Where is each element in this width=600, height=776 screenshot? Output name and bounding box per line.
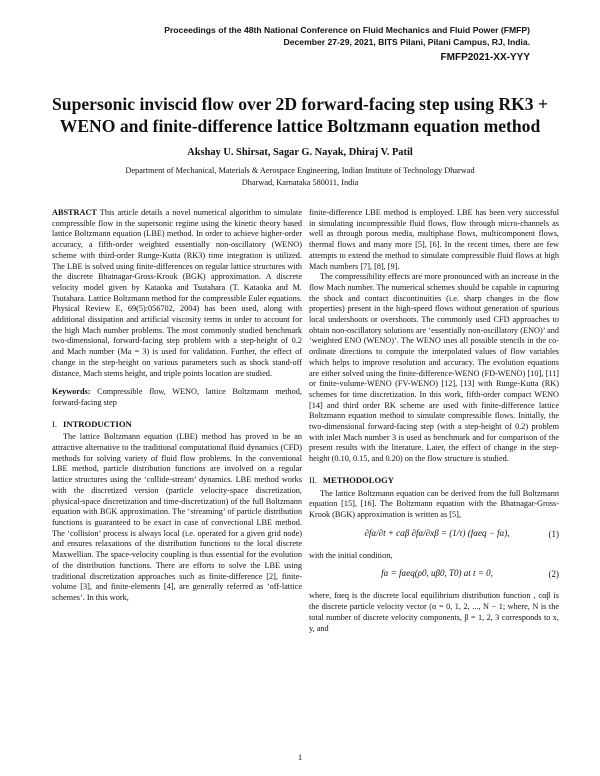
intro-compressibility-paragraph: The compressibility effects are more pronounced with an increase in the flow Mach number. The numerical schemes should be capable in capturing the shock and contact discontinuities (i.e. sharp changes in the flow properties) present in the high-speed flows without generation of spurious local undershoots or overshoots. The commonly used CFD approaches to obtain non-oscillatory solutions are ‘essentially non-oscillatory (ENO)’ and ‘weighted ENO (WENO)’. The WENO uses all possible stencils in the co-ordinate directions to compute the interpolated values of flow variables which helps to improve resolution and accuracy. The evolution equations are either solved using the finite-difference-WENO (FD-WENO) [10], [11] or finite-volume-WENO (FV-WENO) [12], [13] with Runge-Kutta (RK) schemes for time discretization. In this work, fifth-order compact WENO [14] and third order RK scheme are used with finite-difference lattice Boltzmann equation method to simulate compressible flows. Initially, the two-dimensional forward-facing step (with a step-height of 0.2) problem with inlet Mach number 3 is used as benchmark and for comparison of the present results with the literature. Later, the effect of change in the step-height (0.10, 0.15, and 0.20) on the flow structure is studied. bbox=[309, 272, 559, 464]
keywords bbox=[52, 387, 302, 408]
section-heading-methodology bbox=[309, 475, 559, 486]
section-number: II. bbox=[309, 474, 317, 485]
keywords-text: Compressible flow, WENO, lattice Boltzmann method, forward-facing step bbox=[52, 387, 302, 407]
equation-2-body: fα = fαeq(ρ0, uβ0, T0) at t = 0, bbox=[381, 568, 493, 579]
equation-1-body: ∂fα/∂t + cαβ ∂fα/∂xβ = (1/τ) (fαeq − fα), bbox=[364, 527, 510, 538]
title-line-1: Supersonic inviscid flow over 2D forward-facing step using RK3 + bbox=[52, 94, 548, 114]
paper-title bbox=[40, 93, 560, 137]
abstract bbox=[52, 208, 302, 379]
introduction-paragraph: The lattice Boltzmann equation (LBE) method has proved to be an attractive alternative to the traditional computational fluid dynamics (CFD) methods for solving variety of fluid flow problems. In the conventional LBE method, particle distribution functions are involved on a regular lattice structures using the ‘collide-stream’ dynamics. LBE method works with the discretized version (particle velocity-space discretization, physical-space discretization and time-discretization) of the full Boltzmann equation with BGK approximation. The ‘streaming’ of particle distribution functions is guaranteed to be exact in case of convectional LBE method. The ‘collision’ process is always local (i.e. operated for a given grid node) and ensures relaxations of the distribution functions to the local discrete Maxwellian. The space-velocity coupling is thus essential for the evolution of the distribution functions. There are efforts to solve the LBE using traditional discretization approaches such as finite-difference [2], finite-volume [3], and finite-elements [4], are generally referred as ‘off-lattice schemes’. In this work, bbox=[52, 432, 302, 602]
left-column bbox=[52, 208, 302, 604]
affiliation bbox=[80, 165, 520, 188]
methodology-paragraph: The lattice Boltzmann equation can be derived from the full Boltzmann equation [15], [16]. The Boltzmann equation with the Bhatnagar-Gross-Krook (BGK) approximation is written as [5], bbox=[309, 488, 559, 519]
affiliation-line-2: Dharwad, Karnataka 580011, India bbox=[241, 177, 359, 187]
paper-id: FMFP2021-XX-YYY bbox=[440, 52, 530, 63]
title-line-2: WENO and finite-difference lattice Boltzmann equation method bbox=[59, 116, 541, 136]
equation-2-number: (2) bbox=[548, 569, 559, 580]
section-heading-introduction bbox=[52, 419, 302, 430]
equation-1 bbox=[309, 524, 559, 548]
intro-continuation-paragraph: finite-difference LBE method is employed. LBE has been very successful in simulating incompressible fluid flows, flow through micro-channels as well as through porous media, multiphase flows, multicomponent flows, thermal flows and many more [5], [6]. In the recent times, there are few attempts to extend the method to simulate compressible fluid flows at high Mach numbers [7], [8], [9]. bbox=[309, 208, 559, 271]
abstract-text: This article details a novel numerical algorithm to simulate compressible flow in the supersonic regime using the kinetic theory based lattice Boltzmann equation (LBE) method. In order to achieve higher-order accuracy, a fifth-order weighted essentially non-oscillatory (WENO) scheme with third-order Runge-Kutta (RK3) time integration is utilized. The LBE is solved using finite-differences on regular lattice structures with the discrete Bhatnagar-Gross-Krook (BGK) approximation. A discrete velocity model given by Kataoka and Tsutahara (T. Kataoka and M. Tsutahara. Lattice Boltzmann method for the compressible Euler equations. Physical Review E, 69(5):056702, 2004) has been used, along with additional dissipation and artificial viscosity terms in order to account for the high Mach number problems. The most commonly studied benchmark two-dimensional, forward-facing step problem with a step-height of 0.2 and Mach number (Ma = 3) is used for validation. Further, the effect of change in the step-height on various parameters such as shock stand-off distance, Mach stems height, and triple points location are studied. bbox=[52, 208, 303, 378]
section-title: INTRODUCTION bbox=[63, 418, 132, 429]
equation-1-number: (1) bbox=[548, 528, 559, 539]
keywords-label: Keywords: bbox=[52, 387, 91, 397]
header-dates-venue: December 27-29, 2021, BITS Pilani, Pilani Campus, RJ, India. bbox=[283, 37, 530, 47]
proceedings-header bbox=[164, 24, 530, 48]
section-title: METHODOLOGY bbox=[322, 474, 395, 485]
page-number: 1 bbox=[297, 752, 303, 762]
initial-condition-text: with the initial condition, bbox=[309, 550, 393, 560]
header-conference: Proceedings of the 48th National Conference on Fluid Mechanics and Fluid Power (FMFP) bbox=[164, 25, 530, 35]
section-number: I. bbox=[52, 418, 58, 429]
affiliation-line-1: Department of Mechanical, Materials & Aerospace Engineering, Indian Institute of Technology Dharwad bbox=[125, 166, 475, 175]
where-paragraph: where, fαeq is the discrete local equilibrium distribution function , cαβ is the discrete particle velocity vector (α = 0, 1, 2, ..., N − 1; where, N is the total number of discrete velocity components, β = 1, 2, 3 corresponds to x, y, and bbox=[309, 591, 559, 633]
abstract-label: ABSTRACT bbox=[52, 208, 97, 217]
right-column bbox=[309, 208, 559, 634]
equation-2 bbox=[309, 564, 559, 588]
author-list: Akshay U. Shirsat, Sagar G. Nayak, Dhiraj V. Patil bbox=[187, 147, 413, 158]
